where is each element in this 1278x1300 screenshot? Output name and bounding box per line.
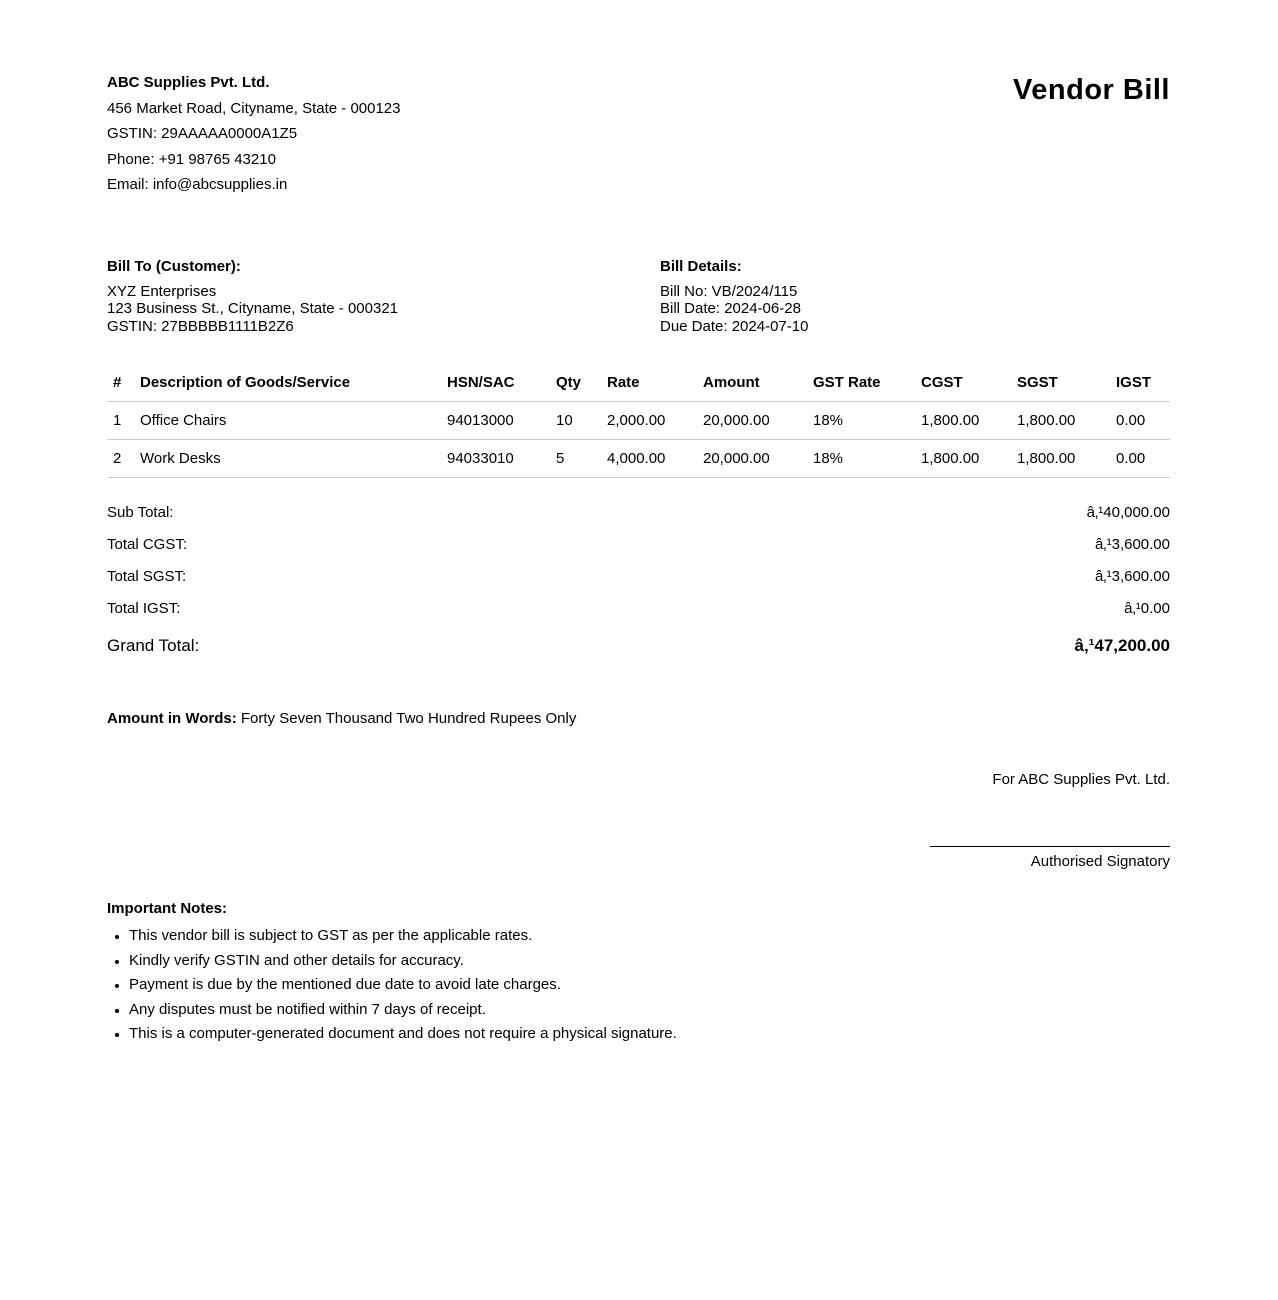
total-cgst-row: [107, 536, 1170, 568]
vendor-company-block: [107, 70, 401, 198]
bill-details-heading: Bill Details:: [660, 257, 742, 275]
amount-in-words: [107, 710, 1170, 727]
col-header-qty: Qty: [556, 374, 607, 402]
item-hsn-sac: 94013000: [447, 402, 556, 440]
col-header-igst: IGST: [1116, 374, 1170, 402]
sub-total-row: [107, 504, 1170, 536]
customer-gstin: GSTIN: 27BBBBB1111B2Z6: [107, 317, 294, 335]
grand-total-value: â‚¹47,200.00: [1074, 636, 1170, 655]
item-qty: 10: [556, 402, 607, 440]
item-qty: 5: [556, 440, 607, 478]
item-amount: 20,000.00: [703, 402, 813, 440]
list-item: • This is a computer-generated document and does not require a physical signature.: [129, 1022, 1170, 1047]
total-cgst-label: Total CGST:: [107, 536, 188, 553]
item-igst: 0.00: [1116, 440, 1170, 478]
total-igst-value: â‚¹0.00: [1124, 600, 1170, 617]
col-header-gst-rate: GST Rate: [813, 374, 921, 402]
signature-for-company: For ABC Supplies Pvt. Ltd.: [992, 771, 1170, 788]
bill-to-block: [107, 258, 660, 336]
total-igst-row: [107, 600, 1170, 632]
total-igst-label: Total IGST:: [107, 600, 181, 617]
item-description: Office Chairs: [140, 402, 447, 440]
item-gst-rate: 18%: [813, 440, 921, 478]
item-hsn-sac: 94033010: [447, 440, 556, 478]
item-index: 2: [107, 440, 140, 478]
bill-details-block: [660, 258, 1170, 336]
item-index: 1: [107, 402, 140, 440]
sub-total-label: Sub Total:: [107, 504, 174, 521]
customer-name: XYZ Enterprises: [107, 282, 217, 300]
total-sgst-value: â‚¹3,600.00: [1094, 568, 1170, 585]
bill-number: Bill No: VB/2024/115: [660, 282, 798, 300]
parties-section: [107, 258, 1170, 336]
amount-in-words-label: Amount in Words:: [107, 710, 237, 727]
list-item: • Kindly verify GSTIN and other details for accuracy.: [129, 949, 1170, 974]
vendor-phone: Phone: +91 98765 43210: [107, 150, 276, 168]
sub-total-value: â‚¹40,000.00: [1086, 504, 1170, 521]
amount-in-words-text: Forty Seven Thousand Two Hundred Rupees Only: [236, 710, 577, 727]
document-header: [107, 70, 1170, 198]
item-amount: 20,000.00: [703, 440, 813, 478]
col-header-rate: Rate: [607, 374, 703, 402]
list-item: • Payment is due by the mentioned due date to avoid late charges.: [129, 973, 1170, 998]
item-gst-rate: 18%: [813, 402, 921, 440]
col-header-cgst: CGST: [921, 374, 1017, 402]
notes-heading: Important Notes:: [107, 900, 227, 917]
col-header-hsn-sac: HSN/SAC: [447, 374, 556, 402]
signature-section: [107, 771, 1170, 870]
grand-total-row: [107, 632, 1170, 668]
item-rate: 2,000.00: [607, 402, 703, 440]
items-table-header-row: [107, 374, 1170, 402]
vendor-company-name: ABC Supplies Pvt. Ltd.: [107, 74, 270, 91]
list-item: • Any disputes must be notified within 7 days of receipt.: [129, 998, 1170, 1023]
bill-to-heading: Bill To (Customer):: [107, 257, 241, 275]
customer-address: 123 Business St., Cityname, State - 000321: [107, 300, 398, 317]
item-sgst: 1,800.00: [1017, 440, 1116, 478]
item-cgst: 1,800.00: [921, 402, 1017, 440]
authorised-signatory-label: Authorised Signatory: [1030, 853, 1170, 870]
due-date: Due Date: 2024-07-10: [660, 317, 809, 335]
grand-total-label: Grand Total:: [107, 636, 200, 655]
vendor-address: 456 Market Road, Cityname, State - 000123: [107, 99, 401, 117]
table-row: [107, 440, 1170, 478]
item-rate: 4,000.00: [607, 440, 703, 478]
item-igst: 0.00: [1116, 402, 1170, 440]
document-title: Vendor Bill: [1013, 74, 1170, 106]
item-sgst: 1,800.00: [1017, 402, 1116, 440]
col-header-amount: Amount: [703, 374, 813, 402]
vendor-email: Email: info@abcsupplies.in: [107, 176, 288, 193]
item-description: Work Desks: [140, 440, 447, 478]
total-sgst-row: [107, 568, 1170, 600]
items-table: [107, 374, 1170, 478]
totals-section: [107, 504, 1170, 668]
table-row: [107, 402, 1170, 440]
notes-section: [107, 900, 1170, 1047]
notes-list: [107, 924, 1170, 1047]
total-cgst-value: â‚¹3,600.00: [1094, 536, 1170, 553]
vendor-gstin: GSTIN: 29AAAAA0000A1Z5: [107, 125, 298, 142]
list-item: • This vendor bill is subject to GST as per the applicable rates.: [129, 924, 1170, 949]
item-cgst: 1,800.00: [921, 440, 1017, 478]
signature-line: [930, 846, 1170, 847]
total-sgst-label: Total SGST:: [107, 568, 187, 585]
col-header-index: #: [107, 374, 140, 402]
bill-date: Bill Date: 2024-06-28: [660, 300, 801, 317]
col-header-sgst: SGST: [1017, 374, 1116, 402]
col-header-description: Description of Goods/Service: [140, 374, 447, 402]
